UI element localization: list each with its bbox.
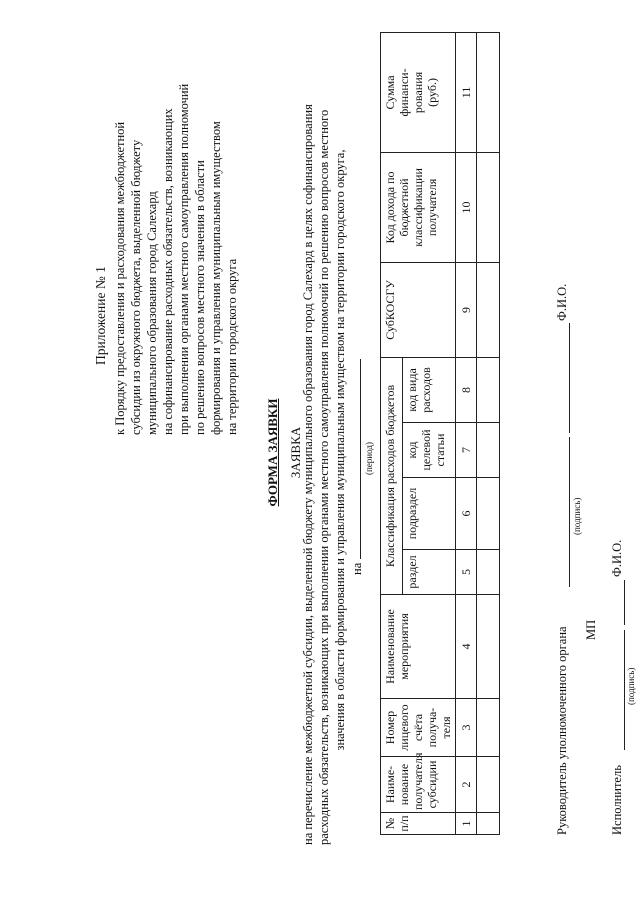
request-line: расходных обязательств, возникающих при выполнении органами местного самоуправления полномочий по решению вопросов местного <box>317 109 331 845</box>
header-amount: Сумма финанси- рования (руб.) <box>381 32 456 152</box>
table-cell[interactable] <box>477 550 500 595</box>
head-name-field[interactable] <box>568 323 570 433</box>
column-number: 3 <box>456 699 477 757</box>
basis-line: на территории городского округа <box>225 258 239 435</box>
request-table <box>380 32 500 835</box>
request-body <box>300 55 348 845</box>
header-number: № п/п <box>381 813 456 835</box>
head-name-label: Ф.И.О. <box>555 283 569 321</box>
appendix-title: Приложение № 1 <box>93 266 108 365</box>
column-number: 5 <box>456 550 477 595</box>
basis-line: субсидии из окружного бюджета, выделенной бюджету <box>129 139 143 435</box>
header-recipient: Наиме- нование получателя субсидии <box>381 757 456 813</box>
header-event: Наименование мероприятия <box>381 595 456 699</box>
table-cell[interactable] <box>477 813 500 835</box>
column-number: 11 <box>456 32 477 152</box>
column-number: 6 <box>456 478 477 550</box>
column-number: 10 <box>456 152 477 262</box>
column-number: 9 <box>456 262 477 357</box>
executor-name-field[interactable] <box>623 580 625 625</box>
table-row <box>477 32 500 834</box>
header-section: раздел <box>402 550 455 595</box>
basis-line: на софинансирование расходных обязательств, возникающих <box>161 108 175 435</box>
period-prefix: на <box>350 562 364 575</box>
header-income-code: Код дохода по бюджетной классификации получателя <box>381 152 456 262</box>
stamp-label: МП <box>584 619 598 640</box>
header-classification: Классификация расходов бюджетов <box>381 357 403 594</box>
table-cell[interactable] <box>477 152 500 262</box>
basis-line: к Порядку предоставления и расходования межбюджетной <box>113 121 127 435</box>
table-cell[interactable] <box>477 757 500 813</box>
request-line: на перечисление межбюджетной субсидии, выделенной бюджету муниципального образования город Салехард в целях софинансирования <box>301 104 315 845</box>
column-number: 2 <box>456 757 477 813</box>
executor-signature-caption: (подпись) <box>626 667 636 705</box>
basis-line: при выполнении органами местного самоуправления полномочий <box>177 83 191 435</box>
table-cell[interactable] <box>477 423 500 478</box>
column-number-row <box>456 32 477 834</box>
column-number: 7 <box>456 423 477 478</box>
header-expense-code: код вида расходов <box>402 357 455 422</box>
table-cell[interactable] <box>477 357 500 422</box>
head-signature-field[interactable] <box>568 437 570 587</box>
table-cell[interactable] <box>477 699 500 757</box>
table-cell[interactable] <box>477 595 500 699</box>
basis-line: муниципального образования город Салехард <box>145 191 159 435</box>
basis-line: формирования и управления муниципальным имуществом <box>209 121 223 435</box>
header-account: Номер лицевого счёта получа- теля <box>381 699 456 757</box>
head-signature-label: Руководитель уполномоченного органа <box>555 626 569 835</box>
request-heading: ЗАЯВКА <box>288 426 303 479</box>
basis-line: по решению вопросов местного значения в области <box>193 160 207 435</box>
header-subsection: подраздел <box>402 478 455 550</box>
table-cell[interactable] <box>477 262 500 357</box>
executor-signature-field[interactable] <box>623 630 625 750</box>
period-caption: (период) <box>364 442 374 475</box>
executor-name-label: Ф.И.О. <box>610 539 624 577</box>
column-number: 1 <box>456 813 477 835</box>
table-cell[interactable] <box>477 32 500 152</box>
header-kosgu: СубКОСГУ <box>381 262 456 357</box>
head-signature-caption: (подпись) <box>572 497 582 535</box>
form-title: ФОРМА ЗАЯВКИ <box>265 398 280 507</box>
request-line: значения в области формирования и управления муниципальным имуществом на территории городского округа, <box>333 149 347 751</box>
period-line <box>348 359 365 575</box>
period-field[interactable] <box>348 359 361 559</box>
table-cell[interactable] <box>477 478 500 550</box>
column-number: 8 <box>456 357 477 422</box>
header-target-code: код целевой статьи <box>402 423 455 478</box>
executor-signature-label: Исполнитель <box>610 765 624 835</box>
column-number: 4 <box>456 595 477 699</box>
